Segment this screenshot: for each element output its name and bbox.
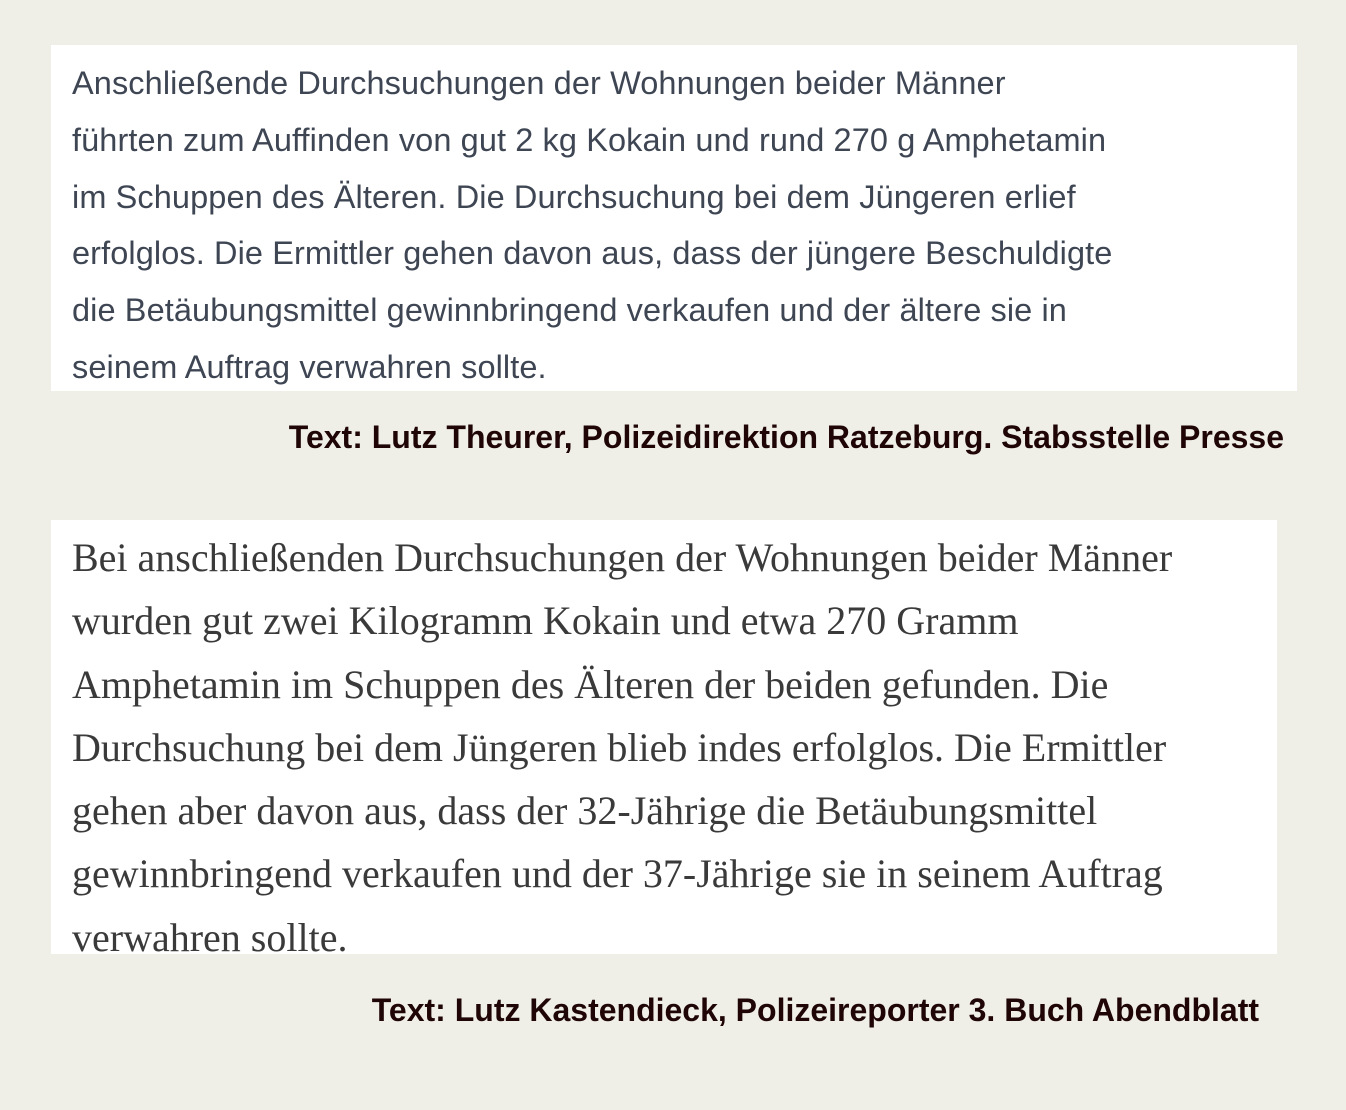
police-press-caption: Text: Lutz Theurer, Polizeidirektion Ratzeburg. Stabsstelle Presse	[288, 419, 1284, 455]
police-press-text	[72, 55, 1297, 396]
newspaper-caption: Text: Lutz Kastendieck, Polizeireporter 3. Buch Abendblatt	[371, 992, 1259, 1028]
text-line: gehen aber davon aus, dass der 32-Jährige die Betäubungsmittel	[72, 788, 1098, 834]
text-line: im Schuppen des Älteren. Die Durchsuchung bei dem Jüngeren erlief	[72, 178, 1076, 215]
newspaper-text	[72, 526, 1277, 969]
text-line: Anschließende Durchsuchungen der Wohnungen beider Männer	[72, 65, 1006, 101]
text-line: Amphetamin im Schuppen des Älteren der beiden gefunden. Die	[72, 661, 1109, 707]
text-line: Durchsuchung bei dem Jüngeren blieb indes erfolglos. Die Ermittler	[72, 724, 1167, 770]
police-press-excerpt	[51, 45, 1297, 391]
text-line: gewinnbringend verkaufen und der 37-Jährige sie in seinem Auftrag	[72, 851, 1163, 897]
text-line: wurden gut zwei Kilogramm Kokain und etwa 270 Gramm	[72, 598, 1019, 644]
text-line: erfolglos. Die Ermittler gehen davon aus, dass der jüngere Beschuldigte	[72, 235, 1113, 272]
text-line: führten zum Auffinden von gut 2 kg Kokain und rund 270 g Amphetamin	[72, 121, 1107, 158]
newspaper-excerpt	[51, 520, 1277, 960]
text-line: Bei anschließenden Durchsuchungen der Wohnungen beider Männer	[72, 535, 1173, 580]
text-line: seinem Auftrag verwahren sollte.	[72, 348, 547, 385]
text-line: die Betäubungsmittel gewinnbringend verkaufen und der ältere sie in	[72, 292, 1067, 329]
text-line: verwahren sollte.	[72, 914, 348, 960]
